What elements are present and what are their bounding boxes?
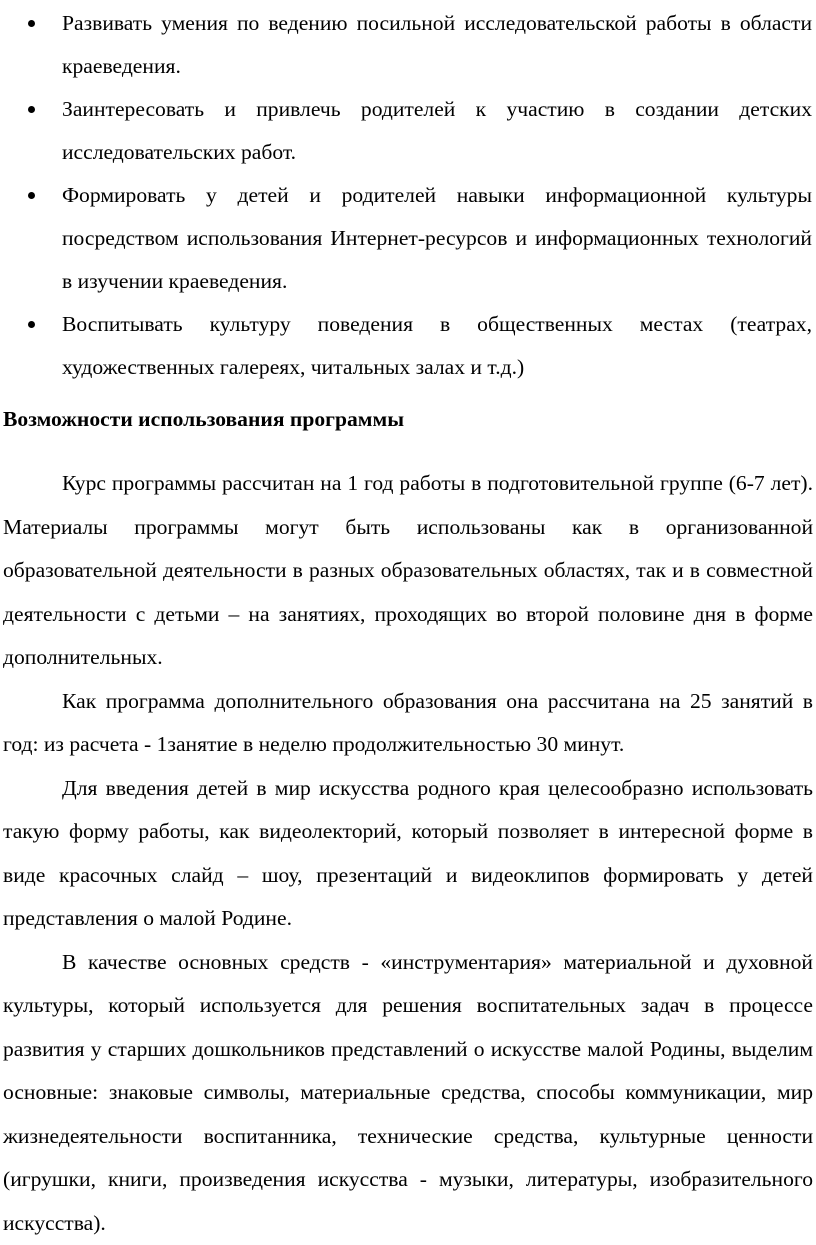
bullet-text: Заинтересовать и привлечь родителей к участию в создании детских исследовательских работ.: [62, 97, 812, 164]
bullet-dot-icon: [28, 20, 35, 27]
bullet-text: Формировать у детей и родителей навыки информационной культуры посредством использования Интернет-ресурсов и информационных технологий в изучении краеведения.: [62, 183, 812, 293]
bullet-text: Воспитывать культуру поведения в общественных местах (театрах, художественных галереях, читальных залах и т.д.): [62, 312, 812, 379]
bullet-item: [0, 2, 816, 88]
section-heading: Возможности использования программы: [3, 398, 404, 441]
bullet-text: Развивать умения по ведению посильной исследовательской работы в области краеведения.: [62, 11, 812, 78]
bullet-item: [0, 174, 816, 303]
bullet-dot-icon: [28, 192, 35, 199]
paragraph: В качестве основных средств - «инструментария» материальной и духовной культуры, который используется для решения воспитательных задач в процессе развития у старших дошкольников представлений о искусстве малой Родины, выделим основные: знаковые символы, материальные средства, способы коммуникации, мир жизнедеятельности воспитанника, технические средства, культурные ценности (игрушки, книги, произведения искусства - музыки, литературы, изобразительного искусства).: [3, 941, 813, 1245]
section-body: [3, 462, 813, 1245]
goals-bullet-list: [0, 2, 816, 389]
bullet-dot-icon: [28, 106, 35, 113]
bullet-dot-icon: [28, 321, 35, 328]
bullet-item: [0, 303, 816, 389]
bullet-item: [0, 88, 816, 174]
paragraph: Для введения детей в мир искусства родного края целесообразно использовать такую форму работы, как видеолекторий, который позволяет в интересной форме в виде красочных слайд – шоу, презентаций и видеоклипов формировать у детей представления о малой Родине.: [3, 767, 813, 941]
paragraph: Как программа дополнительного образования она рассчитана на 25 занятий в год: из расчета - 1занятие в неделю продолжительностью 30 минут.: [3, 680, 813, 767]
paragraph: Курс программы рассчитан на 1 год работы в подготовительной группе (6-7 лет). Материалы программы могут быть использованы как в организованной образовательной деятельности в разных образовательных областях, так и в совместной деятельности с детьми – на занятиях, проходящих во второй половине дня в форме дополнительных.: [3, 462, 813, 680]
